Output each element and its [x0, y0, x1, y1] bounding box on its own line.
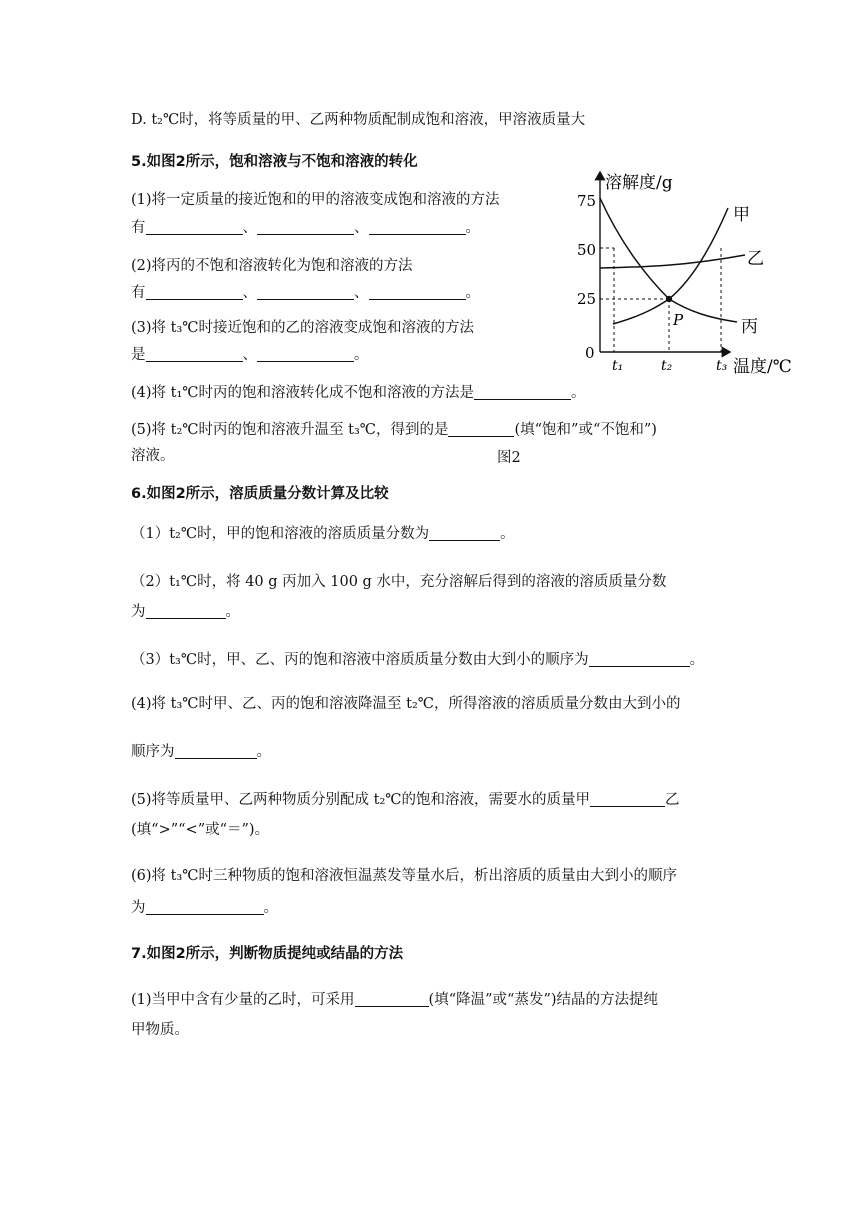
figure-caption: 图2: [497, 450, 521, 466]
answer-blank[interactable]: [474, 385, 571, 400]
separator: 、: [242, 285, 257, 301]
answer-blank[interactable]: [257, 347, 354, 362]
q5-2-prefix: 有: [131, 285, 146, 301]
q6-5-line2: (填“>”“<”或“＝”)。: [131, 822, 270, 838]
period: 。: [354, 347, 369, 363]
q6-6-prefix: 为: [131, 900, 146, 916]
q6-5-line1: [131, 790, 680, 810]
x-tick-label: t₂: [661, 358, 673, 374]
curve-label-bing: 丙: [741, 317, 758, 337]
separator: 、: [354, 220, 369, 236]
answer-blank[interactable]: [146, 347, 243, 362]
answer-blank[interactable]: [146, 220, 243, 235]
q6-title: 6.如图2所示，溶质质量分数计算及比较: [131, 486, 389, 502]
q6-4-line1: (4)将 t₃℃时甲、乙、丙的饱和溶液降温至 t₂℃，所得溶液的溶质质量分数由大到小的: [131, 696, 681, 712]
intersection-point-p: [666, 296, 672, 302]
q7-1-hint: (填“降温”或“蒸发”)结晶的方法提纯: [428, 992, 659, 1008]
q5-5-line2: 溶液。: [131, 448, 175, 464]
q6-2-line2: [131, 602, 240, 622]
option-d: D. t₂℃时，将等质量的甲、乙两种物质配制成饱和溶液，甲溶液质量大: [131, 112, 586, 128]
answer-blank[interactable]: [175, 744, 257, 759]
answer-blank[interactable]: [355, 992, 429, 1007]
answer-blank[interactable]: [448, 422, 514, 437]
answer-blank[interactable]: [146, 900, 264, 915]
q5-1-line2: [131, 218, 480, 238]
q5-3-line2: [131, 345, 369, 365]
answer-blank[interactable]: [146, 285, 243, 300]
curve-label-yi: 乙: [747, 249, 764, 269]
answer-blank[interactable]: [429, 526, 500, 541]
x-axis-label: 温度/℃: [733, 357, 792, 377]
q6-3-text: （3）t₃℃时，甲、乙、丙的饱和溶液中溶质质量分数由大到小的顺序为: [131, 652, 589, 668]
period: 。: [225, 604, 240, 620]
q5-4: [131, 383, 586, 403]
period: 。: [500, 526, 515, 542]
q7-1-line1: [131, 990, 658, 1010]
answer-blank[interactable]: [146, 604, 226, 619]
y-tick-label: 75: [577, 192, 597, 210]
q5-1-line1: (1)将一定质量的接近饱和的甲的溶液变成饱和溶液的方法: [131, 192, 500, 208]
q6-6-line2: [131, 898, 278, 918]
q6-1: [131, 524, 515, 544]
period: 。: [256, 744, 271, 760]
period: 。: [465, 220, 480, 236]
curve-label-jia: 甲: [733, 205, 750, 225]
q6-4-prefix: 顺序为: [131, 744, 175, 760]
period: 。: [465, 285, 480, 301]
q6-5-text: (5)将等质量甲、乙两种物质分别配成 t₂℃的饱和溶液，需要水的质量甲: [131, 792, 591, 808]
answer-blank[interactable]: [257, 285, 354, 300]
point-label: P: [673, 311, 684, 329]
answer-blank[interactable]: [369, 220, 466, 235]
q5-5-hint: (填“饱和”或“不饱和”): [514, 422, 657, 438]
guide-lines: [600, 248, 721, 352]
curve-jia: [613, 208, 728, 324]
separator: 、: [354, 285, 369, 301]
y-axis-label: 溶解度/g: [605, 173, 673, 193]
q6-6-line1: (6)将 t₃℃时三种物质的饱和溶液恒温蒸发等量水后，析出溶质的质量由大到小的顺序: [131, 868, 678, 884]
q5-1-prefix: 有: [131, 220, 146, 236]
q6-2-line1: （2）t₁℃时，将 40 g 丙加入 100 g 水中，充分溶解后得到的溶液的溶质质量分数: [131, 574, 667, 590]
q7-1-text: (1)当甲中含有少量的乙时，可采用: [131, 992, 355, 1008]
q7-1-line2: 甲物质。: [131, 1022, 189, 1038]
separator: 、: [242, 347, 257, 363]
curve-yi: [600, 255, 745, 268]
q6-2-prefix: 为: [131, 604, 146, 620]
q5-3-prefix: 是: [131, 347, 146, 363]
x-tick-label: t₁: [612, 358, 624, 374]
q5-title: 5.如图2所示，饱和溶液与不饱和溶液的转化: [131, 154, 418, 170]
q5-3-line1: (3)将 t₃℃时接近饱和的乙的溶液变成饱和溶液的方法: [131, 320, 475, 336]
answer-blank[interactable]: [369, 285, 466, 300]
solubility-chart: [575, 160, 805, 380]
q6-4-line2: [131, 742, 271, 762]
q6-1-text: （1）t₂℃时，甲的饱和溶液的溶质质量分数为: [131, 526, 430, 542]
origin-label: 0: [585, 344, 595, 362]
period: 。: [689, 652, 705, 668]
q5-2-line2: [131, 283, 480, 303]
q5-5-line1: [131, 420, 657, 440]
answer-blank[interactable]: [257, 220, 354, 235]
q7-title: 7.如图2所示，判断物质提纯或结晶的方法: [131, 946, 404, 962]
q5-2-line1: (2)将丙的不饱和溶液转化为饱和溶液的方法: [131, 258, 413, 274]
y-tick-label: 25: [577, 290, 597, 308]
q6-3: [131, 650, 704, 670]
answer-blank[interactable]: [589, 652, 690, 667]
period: 。: [571, 385, 586, 401]
x-tick-label: t₃: [716, 358, 728, 374]
answer-blank[interactable]: [590, 792, 665, 807]
period: 。: [263, 900, 278, 916]
q5-5-text: (5)将 t₂℃时丙的饱和溶液升温至 t₃℃，得到的是: [131, 422, 449, 438]
q5-4-text: (4)将 t₁℃时丙的饱和溶液转化成不饱和溶液的方法是: [131, 385, 475, 401]
q6-5-suffix: 乙: [665, 792, 680, 808]
y-tick-label: 50: [577, 241, 597, 259]
separator: 、: [242, 220, 257, 236]
